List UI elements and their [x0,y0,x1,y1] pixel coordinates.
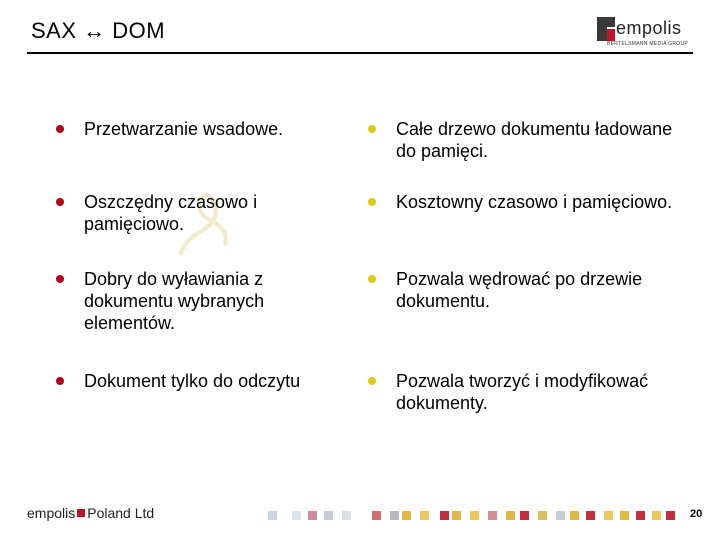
footer-logo-part1: empolis [27,505,76,521]
bullet-icon [368,198,376,206]
footer-logo-part2: Poland Ltd [87,505,155,521]
deco-square [538,511,547,520]
deco-square [520,511,529,520]
list-item [50,370,300,392]
empolis-logo [597,17,693,49]
deco-square [570,511,579,520]
bullet-icon [56,275,64,283]
list-item-text: Pozwala tworzyć i modyfikować dokumenty. [396,371,649,413]
bullet-icon [56,198,64,206]
bullet-icon [56,125,64,133]
deco-square [604,511,613,520]
logo-mark-red [607,29,615,41]
deco-square [372,511,381,520]
page-number: 20 [690,508,703,520]
list-item [362,118,682,162]
list-item [362,191,672,213]
deco-square [308,511,317,520]
logo-mark-top [607,17,615,27]
logo-mark-dark [597,17,607,41]
deco-square [324,511,333,520]
title-divider [27,52,693,54]
deco-square [666,511,675,520]
list-item-text: Całe drzewo dokumentu ładowane do pamięci. [396,119,673,161]
deco-square [636,511,645,520]
slide-title: SAX ↔ DOM [31,18,166,43]
logo-tagline: BERTELSMANN MEDIA GROUP [607,41,688,47]
deco-square [556,511,565,520]
list-item [362,268,682,312]
list-item-text: Kosztowny czasowo i pamięciowo. [396,192,673,212]
deco-square [420,511,429,520]
list-item-text: Dokument tylko do odczytu [84,371,301,391]
deco-square [652,511,661,520]
bullet-icon [368,275,376,283]
bullet-icon [368,377,376,385]
footer-color-squares [0,511,690,520]
bullet-icon [56,377,64,385]
deco-square [470,511,479,520]
deco-square [506,511,515,520]
deco-square [488,511,497,520]
deco-square [620,511,629,520]
deco-square [342,511,351,520]
list-item [50,191,340,235]
deco-square [390,511,399,520]
deco-square [402,511,411,520]
bullet-icon [368,125,376,133]
logo-wordmark: empolis [616,18,682,38]
deco-square [452,511,461,520]
list-item [50,268,340,334]
list-item-text: Pozwala wędrować po drzewie dokumentu. [396,269,643,311]
list-item-text: Oszczędny czasowo i pamięciowo. [84,192,258,234]
deco-square [586,511,595,520]
list-item-text: Przetwarzanie wsadowe. [84,119,284,139]
deco-square [440,511,449,520]
deco-square [292,511,301,520]
list-item-text: Dobry do wyławiania z dokumentu wybranych elementów. [84,269,265,333]
list-item [362,370,682,414]
list-item [50,118,283,140]
deco-square [268,511,277,520]
